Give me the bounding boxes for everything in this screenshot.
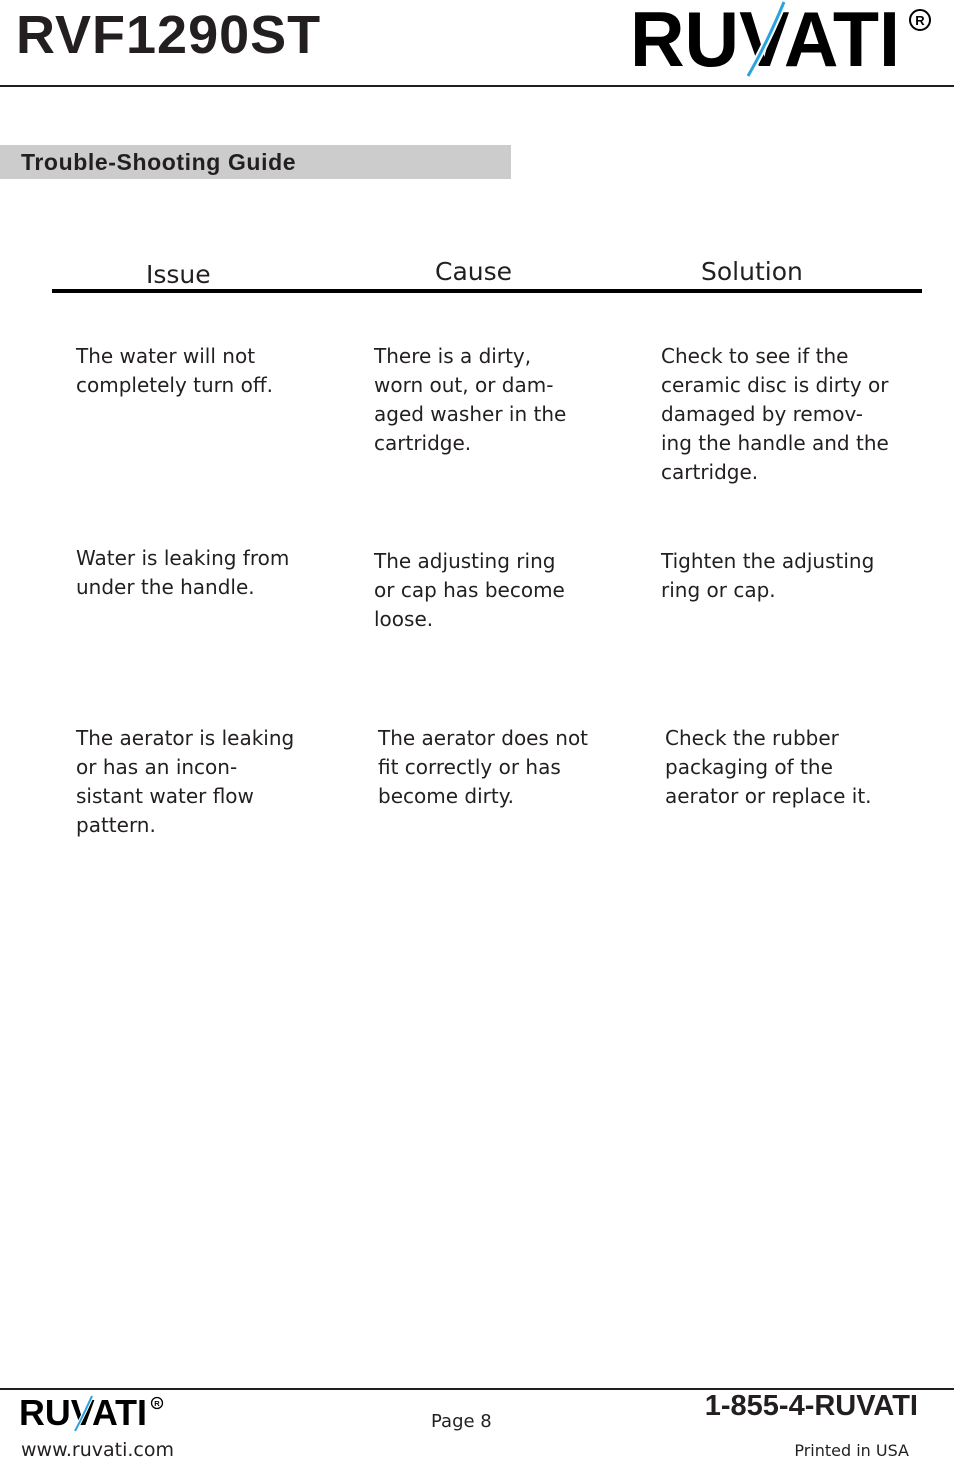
column-header-issue: Issue bbox=[146, 260, 211, 289]
row-3-solution: Check the rubber packaging of the aerator or replace it. bbox=[665, 726, 872, 808]
row-2-issue: Water is leaking from under the handle. bbox=[76, 546, 290, 599]
column-header-solution: Solution bbox=[701, 257, 803, 286]
row-1-cause: There is a dirty, worn out, or dam- aged washer in the cartridge. bbox=[374, 344, 567, 455]
header-divider bbox=[0, 85, 954, 87]
svg-text:RUVATI: RUVATI bbox=[630, 0, 900, 78]
section-header-band bbox=[0, 145, 511, 179]
svg-text:R: R bbox=[915, 13, 925, 28]
row-1-solution: Check to see if the ceramic disc is dirty or damaged by remov- ing the handle and the cartridge. bbox=[661, 344, 889, 484]
column-header-cause: Cause bbox=[435, 257, 513, 286]
website-link[interactable]: www.ruvati.com bbox=[21, 1439, 175, 1461]
ruvati-logo bbox=[628, 0, 934, 78]
row-1-issue: The water will not completely turn off. bbox=[76, 344, 273, 397]
row-3-issue: The aerator is leaking or has an incon- sistant water flow pattern. bbox=[76, 726, 295, 837]
ruvati-logo-footer bbox=[18, 1394, 166, 1432]
row-2-solution: Tighten the adjusting ring or cap. bbox=[661, 549, 875, 602]
section-title: Trouble-Shooting Guide bbox=[21, 149, 297, 175]
model-number: RVF1290ST bbox=[16, 5, 322, 65]
row-2-cause: The adjusting ring or cap has become loose. bbox=[374, 549, 565, 631]
table-header-rule bbox=[52, 289, 922, 293]
svg-text:R: R bbox=[154, 1399, 160, 1408]
phone-number: 1-855-4-RUVATI bbox=[704, 1390, 918, 1422]
printed-in-usa: Printed in USA bbox=[794, 1441, 909, 1460]
page-number: Page 8 bbox=[431, 1411, 492, 1432]
row-3-cause: The aerator does not fit correctly or has become dirty. bbox=[378, 726, 589, 808]
svg-text:RUVATI: RUVATI bbox=[19, 1394, 147, 1432]
